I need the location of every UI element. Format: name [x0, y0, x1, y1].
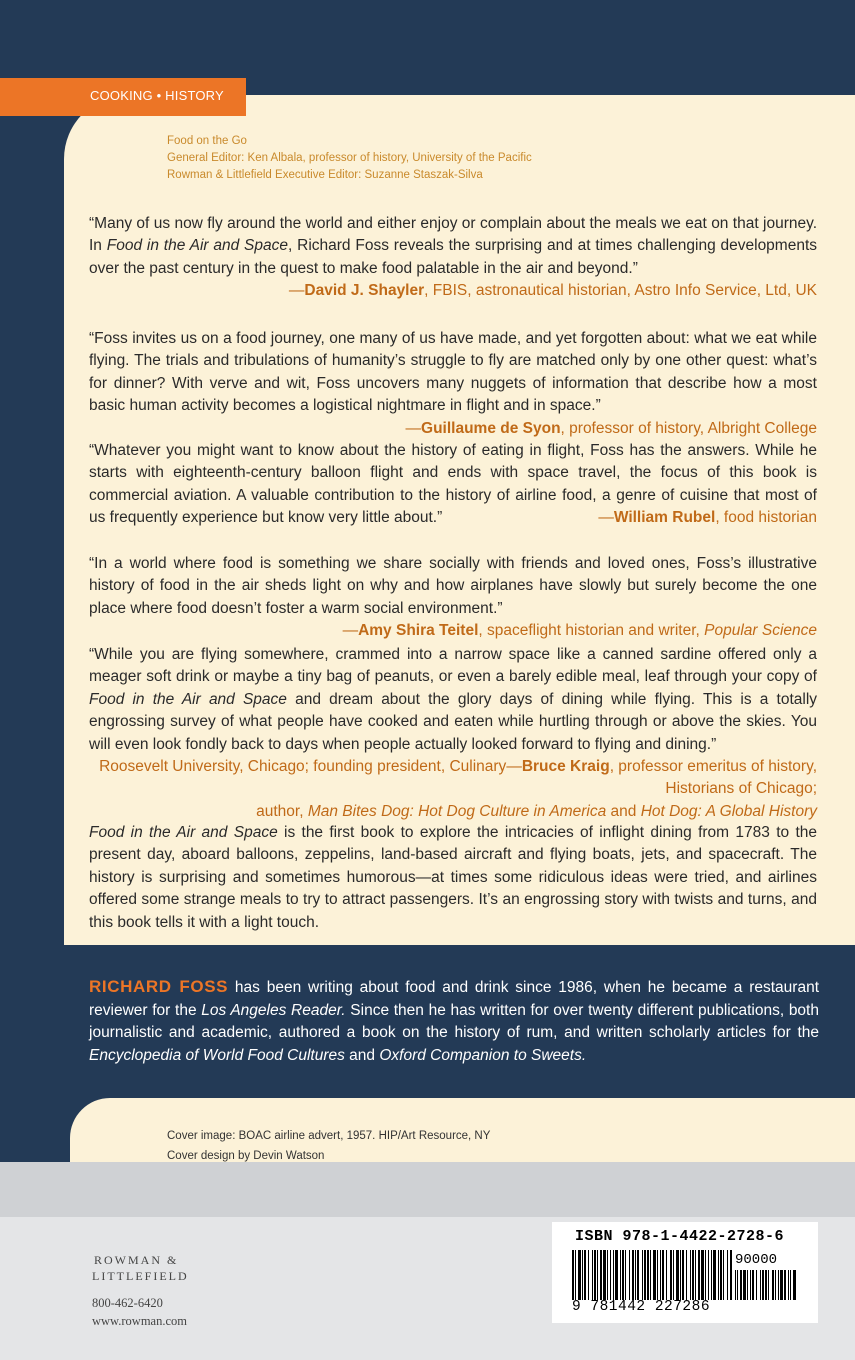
blurb-attribution-line2: Roosevelt University, Chicago; founding president, Culinary Historians of Chicago; [99, 758, 817, 798]
barcode-bar [784, 1270, 786, 1300]
series-name: Food on the Go [167, 135, 247, 147]
barcode-bar [760, 1270, 761, 1300]
barcode-bar [620, 1250, 621, 1300]
barcode-bar [615, 1250, 618, 1300]
barcode-bar [756, 1270, 757, 1300]
barcode-bar [780, 1270, 783, 1300]
barcode-bar [775, 1270, 776, 1300]
barcode-bar [747, 1270, 748, 1300]
barcode-bar [740, 1270, 742, 1300]
barcode-bar [650, 1250, 651, 1300]
price-code: 90000 [735, 1252, 778, 1268]
barcode-bar [723, 1250, 724, 1300]
barcode-bar [720, 1250, 722, 1300]
barcode-bar [607, 1250, 608, 1300]
barcode-bar [629, 1250, 630, 1300]
barcode-bar [765, 1270, 767, 1300]
barcode-bar [657, 1250, 658, 1300]
barcode-bar [584, 1250, 586, 1300]
blurb-attribution: —Bruce Kraig, professor emeritus of history, [506, 758, 817, 776]
publication-name: Encyclopedia of World Food Cultures [89, 1046, 345, 1064]
book-title: Food in the Air and Space [89, 824, 278, 841]
barcode-bar [690, 1250, 691, 1300]
book-title: Food in the Air and Space [89, 690, 287, 708]
barcode-bar [793, 1270, 796, 1300]
series-general-editor: General Editor: Ken Albala, professor of history, University of the Pacific [167, 152, 532, 164]
barcode-bar [772, 1270, 774, 1300]
barcode-bar [582, 1250, 583, 1300]
reviewer-role: , food historian [715, 509, 817, 527]
footer-strip [0, 1162, 855, 1217]
barcode-bar [762, 1270, 764, 1300]
barcode-bar [622, 1250, 624, 1300]
barcode-bar [705, 1250, 706, 1300]
publisher-phone: 800-462-6420 [92, 1296, 163, 1310]
barcode-bar [647, 1250, 649, 1300]
reviewer-name: Guillaume de Syon [421, 419, 561, 437]
blurb-2 [89, 328, 817, 440]
barcode-bar [713, 1250, 716, 1300]
book-title: Food in the Air and Space [106, 237, 289, 255]
reviewer-name: William Rubel [613, 509, 716, 527]
description-text: is the first book to explore the intricacies of inflight dining from 1783 to the present day, aboard balloons, zeppelins, land-based aircraft and flying boats, jets, and spacecraft. The history is surprising and sometimes humorous—at times some ridiculous ideas were tried, and airlines offered some strange meals to try to attract passengers. It’s an engrossing story with twists and turns, and this book tells it with a light touch. [89, 824, 817, 931]
barcode-bar [610, 1250, 611, 1300]
barcode-bar [778, 1270, 779, 1300]
book-title: Hot Dog: A Global History [640, 802, 817, 820]
blurb-attribution: —William Rubel, food historian [598, 509, 817, 527]
blurb-1 [89, 213, 817, 303]
about-author: RICHARD FOSS has been writing about food and drink since 1986, when he became a restaurant reviewer for the Los Angeles Reader. Since then he has written for over twenty different publications, both journalistic and academic, authored a book on the history of rum, and written scholarly articles for the Encyclopedia of World Food Cultures and Oxford Companion to Sweets. [89, 977, 819, 1064]
reviewer-role: , FBIS, astronautical historian, Astro Info Service, Ltd, UK [424, 282, 817, 300]
barcode-bar [600, 1250, 602, 1300]
barcode-bar [632, 1250, 634, 1300]
publication-name: Oxford Companion to Sweets. [379, 1046, 587, 1064]
barcode-bar [575, 1250, 576, 1300]
book-description [89, 822, 817, 934]
barcode-bar [588, 1250, 589, 1300]
barcode-bar [603, 1250, 606, 1300]
blurb-4 [89, 553, 817, 643]
book-title: Man Bites Dog: Hot Dog Culture in America [307, 802, 607, 820]
blurb-3 [89, 440, 817, 530]
barcode-bar [750, 1270, 751, 1300]
blurb-attribution: —Amy Shira Teitel, spaceflight historian and writer, Popular Science [342, 622, 817, 640]
category-label: COOKING • HISTORY [90, 88, 224, 103]
reviewer-role: , professor of history, Albright College [560, 419, 817, 437]
barcode-bar [637, 1250, 639, 1300]
barcode-bar [673, 1250, 674, 1300]
blurb-text: “In a world where food is something we share socially with friends and loved ones, Foss’s illustrative history of food in the air sheds light on why and how airplanes have slowly but surely become the one place where food doesn’t foster a warm social environment.” [89, 555, 817, 617]
barcode-bar [653, 1250, 656, 1300]
blurb-text: “Whatever you might want to know about the history of eating in flight, Foss has the answers. While he starts with eighteenth-century balloon flight and ends with space travel, the focus of this book is commercial aviation. A valuable contribution to the history of airline food, a genre of cuisine that most of us frequently experience but know very little about.” [89, 442, 817, 527]
barcode-bar [676, 1250, 679, 1300]
blurb-attribution-line3: author, Man Bites Dog: Hot Dog Culture in America and Hot Dog: A Global History [256, 802, 817, 820]
publication-name: Los Angeles Reader. [201, 1001, 346, 1019]
barcode-bar [701, 1250, 704, 1300]
blurb-text: and dream about the glory days of dining while flying. This is a totally engrossing survey of what people have cooked and eaten while hurtling through or above the skies. You will even look fondly back to days when people actually looked forward to flying and dining.” [89, 690, 818, 753]
blurb-text: “While you are flying somewhere, crammed into a narrow space like a canned sardine offered only a meager soft drink or maybe a tiny bag of peanuts, or even a barely edible meal, leaf through your copy of [89, 646, 817, 686]
barcode-bar [682, 1250, 684, 1300]
cover-credits [167, 1126, 490, 1166]
barcode-bar [790, 1270, 791, 1300]
publisher-line1: ROWMAN & [94, 1253, 179, 1267]
reviewer-role: , spaceflight historian and writer, [478, 622, 705, 640]
publisher-line2: LITTLEFIELD [92, 1269, 189, 1283]
barcode-bar [578, 1250, 581, 1300]
cover-design-credit: Cover design by Devin Watson [167, 1150, 325, 1162]
barcode-bar [644, 1250, 646, 1300]
barcode-bar [708, 1250, 709, 1300]
barcode-bar [666, 1250, 667, 1300]
barcode-bar [613, 1250, 614, 1300]
reviewer-name: Amy Shira Teitel [358, 622, 479, 640]
barcode-bar [788, 1270, 789, 1300]
barcode-bar [768, 1270, 769, 1300]
cover-image-credit: Cover image: BOAC airline advert, 1957. HIP/Art Resource, NY [167, 1130, 491, 1142]
barcode-bar [735, 1270, 736, 1300]
barcode-bar [635, 1250, 636, 1300]
blurb-text: “Foss invites us on a food journey, one many of us have made, and yet forgotten about: what we eat while flying. The trials and tribulations of humanity’s struggle to fly are matched only by one other quest: what’s for dinner? With verve and wit, Foss uncovers many nuggets of information that describe how a most basic human activity becomes a logistical nightmare in flight and in space.” [89, 330, 817, 415]
barcode-bar [718, 1250, 719, 1300]
isbn-number: ISBN 978-1-4422-2728-6 [575, 1228, 785, 1245]
barcode-bar [695, 1250, 696, 1300]
barcode-bar [711, 1250, 712, 1300]
barcode-bar [670, 1250, 672, 1300]
blurb-text: , Richard Foss reveals the surprising and at times challenging developments over the past century in the quest to make food palatable in the air and beyond.” [89, 237, 818, 277]
barcode-bar [597, 1250, 598, 1300]
barcode-bar [692, 1250, 694, 1300]
publisher-website: www.rowman.com [92, 1314, 188, 1328]
publication-name: Popular Science [704, 622, 817, 640]
blurb-5 [89, 644, 817, 823]
barcode-bar [594, 1250, 596, 1300]
publisher-contact [92, 1294, 187, 1330]
barcode-bar [737, 1270, 738, 1300]
barcode-bar [730, 1250, 732, 1300]
barcode-bar [727, 1250, 728, 1300]
barcode-bar [680, 1250, 681, 1300]
barcode-bar [698, 1250, 700, 1300]
reviewer-role: , professor emeritus of history, [609, 758, 817, 776]
barcode-bar [592, 1250, 593, 1300]
barcode-bar [743, 1270, 746, 1300]
barcode-bar [660, 1250, 661, 1300]
barcode-bar [686, 1250, 687, 1300]
reviewer-name: Bruce Kraig [521, 758, 610, 776]
barcode-bar [642, 1250, 643, 1300]
blurb-attribution: —David J. Shayler, FBIS, astronautical historian, Astro Info Service, Ltd, UK [288, 282, 817, 300]
blurb-text: “Many of us now fly around the world and either enjoy or complain about the meals we eat on that journey. In [89, 215, 817, 255]
blurb-attribution: —Guillaume de Syon, professor of history, Albright College [405, 419, 817, 437]
barcode-bar [752, 1270, 754, 1300]
author-name: RICHARD FOSS [89, 977, 229, 996]
ean-number: 9 781442 227286 [572, 1299, 711, 1315]
barcode-bar [625, 1250, 626, 1300]
series-executive-editor: Rowman & Littlefield Executive Editor: Suzanne Staszak-Silva [167, 169, 483, 181]
barcode-bar [572, 1250, 574, 1300]
barcode-bar [662, 1250, 664, 1300]
publisher-logo [92, 1252, 189, 1284]
reviewer-name: David J. Shayler [304, 282, 425, 300]
series-info [167, 133, 532, 184]
